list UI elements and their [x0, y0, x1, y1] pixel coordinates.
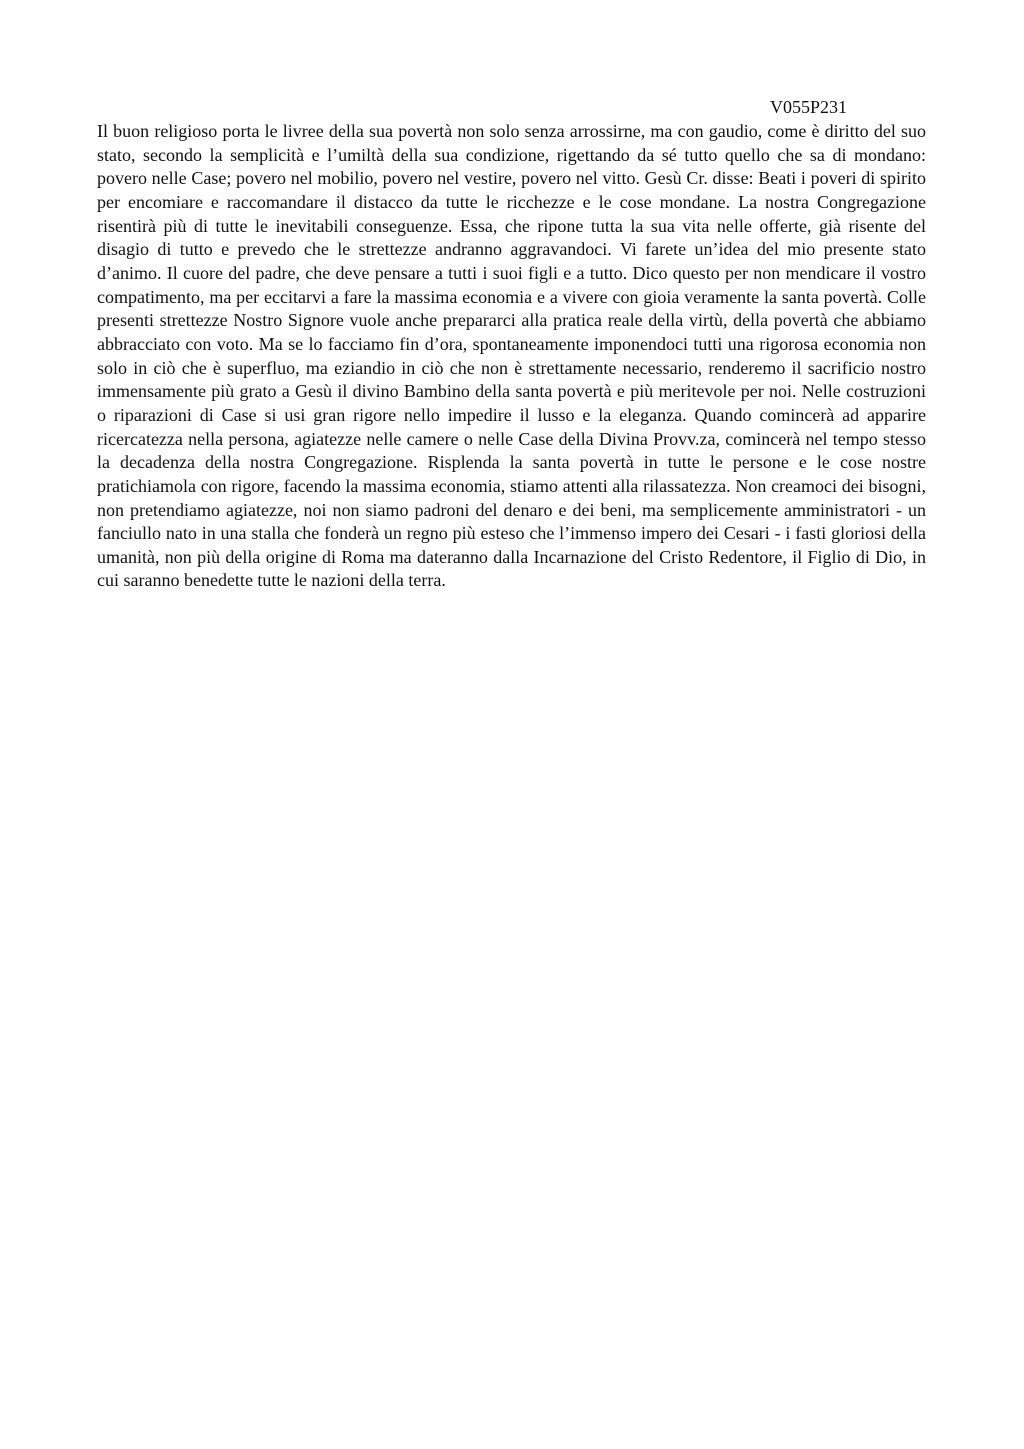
body-paragraph: Il buon religioso porta le livree della sua povertà non solo senza arrossirne, ma con gaudio, come è diritto del suo stato, secondo la semplicità e l’umiltà della sua condizione, rigettando da sé tutto quello che sa di mondano: povero nelle Case; povero nel mobilio, povero nel vestire, povero nel vitto. Gesù Cr. disse: Beati i poveri di spirito per encomiare e raccomandare il distacco da tutte le ricchezze e le cose mondane. La nostra Congregazione risentirà più di tutte le inevitabili conseguenze. Essa, che ripone tutta la sua vita nelle offerte, già risente del disagio di tutto e prevedo che le strettezze andranno aggravandoci. Vi farete un’idea del mio presente stato d’animo. Il cuore del padre, che deve pensare a tutti i suoi figli e a tutto. Dico questo per non mendicare il vostro compatimento, ma per eccitarvi a fare la massima economia e a vivere con gioia veramente la santa povertà. Colle presenti strettezze Nostro Signore vuole anche prepararci alla pratica reale della virtù, della povertà che abbiamo abbracciato con voto. Ma se lo facciamo fin d’ora, spontaneamente imponendoci tutti una rigorosa economia non solo in ciò che è superfluo, ma eziandio in ciò che non è strettamente necessario, renderemo il sacrificio nostro immensamente più grato a Gesù il divino Bambino della santa povertà e più meritevole per noi. Nelle costruzioni o riparazioni di Case si usi gran rigore nello impedire il lusso e la eleganza. Quando comincerà ad apparire ricercatezza nella persona, agiatezze nelle camere o nelle Case della Divina Provv.za, comincerà nel tempo stesso la decadenza della nostra Congregazione. Risplenda la santa povertà in tutte le persone e le cose nostre pratichiamola con rigore, facendo la massima economia, stiamo attenti alla rilassatezza. Non creamoci dei bisogni, non pretendiamo agiatezze, noi non siamo padroni del denaro e dei beni, ma semplicemente amministratori - un fanciullo nato in una stalla che fonderà un regno più esteso che l’immenso impero dei Cesari - i fasti gloriosi della umanità, non più della origine di Roma ma dateranno dalla Incarnazione del Cristo Redentore, il Figlio di Dio, in cui saranno benedette tutte le nazioni della terra.	[97, 121, 926, 591]
page-identifier: V055P231	[770, 97, 848, 117]
